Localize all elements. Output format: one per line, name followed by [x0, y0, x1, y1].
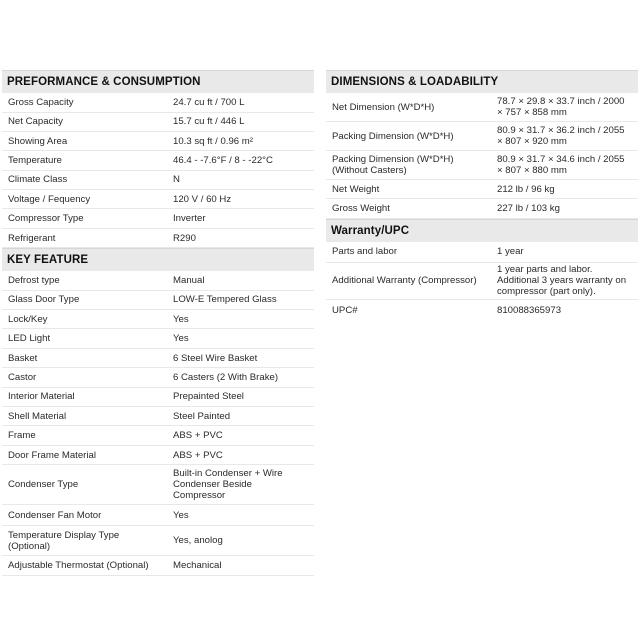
row-label: Frame	[8, 430, 36, 442]
row-label: Condenser Type	[8, 479, 79, 491]
row-label: Refrigerant	[8, 232, 56, 244]
table-row	[2, 349, 314, 369]
table-row	[2, 190, 314, 209]
right-column	[326, 70, 638, 321]
table-row	[2, 291, 314, 310]
table-row	[2, 368, 314, 387]
table-row	[2, 446, 314, 465]
row-value: Yes	[173, 333, 189, 345]
row-value: 120 V / 60 Hz	[173, 193, 232, 205]
table-row	[2, 505, 314, 526]
table-row	[2, 310, 314, 330]
row-label: Compressor Type	[8, 213, 84, 225]
row-label: Voltage / Fequency	[8, 193, 91, 205]
table-row	[2, 556, 314, 576]
table-row	[2, 407, 314, 426]
row-value: ABS + PVC	[173, 449, 223, 461]
row-label: Additional Warranty (Compressor)	[332, 275, 477, 287]
row-value: 810088365973	[497, 304, 562, 316]
row-label: Lock/Key	[8, 313, 48, 325]
row-value: 46.4 - -7.6°F / 8 - -22°C	[173, 154, 273, 166]
row-value: Yes, anolog	[173, 535, 223, 547]
row-label: Shell Material	[8, 410, 67, 422]
row-label: Showing Area	[8, 135, 68, 147]
row-value: 227 lb / 103 kg	[497, 202, 560, 214]
row-value: 6 Casters (2 With Brake)	[173, 371, 279, 383]
row-value: Steel Painted	[173, 410, 231, 422]
table-row	[326, 263, 638, 300]
row-label: Packing Dimension (W*D*H) (Without Casters)	[332, 154, 454, 176]
table-row	[2, 329, 314, 348]
row-label: Defrost type	[8, 274, 60, 286]
table-row	[2, 426, 314, 446]
table-row	[2, 388, 314, 408]
row-value: Yes	[173, 313, 189, 325]
row-label: Glass Door Type	[8, 294, 80, 306]
row-value: 1 year	[497, 246, 524, 258]
row-label: Gross Capacity	[8, 96, 74, 108]
table-row	[326, 93, 638, 122]
table-row	[326, 151, 638, 180]
row-value: Mechanical	[173, 559, 222, 571]
row-label: Interior Material	[8, 391, 75, 403]
key-feature-table	[2, 271, 314, 575]
table-row	[2, 526, 314, 556]
table-row	[2, 113, 314, 132]
row-value: 80.9 × 31.7 × 34.6 inch / 2055 × 807 × 880 mm	[497, 154, 625, 176]
row-value: ABS + PVC	[173, 430, 223, 442]
warranty-table	[326, 242, 638, 321]
row-value: 24.7 cu ft / 700 L	[173, 96, 245, 108]
row-value: 78.7 × 29.8 × 33.7 inch / 2000 × 757 × 858 mm	[497, 96, 625, 118]
table-row	[326, 300, 638, 321]
row-label: Net Capacity	[8, 116, 63, 128]
table-row	[2, 171, 314, 191]
row-label: Temperature Display Type (Optional)	[8, 529, 120, 552]
row-label: Door Frame Material	[8, 449, 96, 461]
row-label: Condenser Fan Motor	[8, 509, 102, 521]
performance-table	[2, 93, 314, 248]
row-value: 80.9 × 31.7 × 36.2 inch / 2055 × 807 × 920 mm	[497, 125, 625, 147]
dimensions-table	[326, 93, 638, 219]
table-row	[2, 151, 314, 170]
row-label: Temperature	[8, 154, 62, 166]
row-value: Yes	[173, 509, 189, 521]
row-value: R290	[173, 232, 196, 244]
row-label: Adjustable Thermostat (Optional)	[8, 559, 149, 571]
table-row	[326, 242, 638, 263]
table-row	[2, 229, 314, 248]
row-value: LOW-E Tempered Glass	[173, 294, 277, 306]
row-label: Net Weight	[332, 183, 380, 195]
table-row	[326, 180, 638, 199]
row-value: 10.3 sq ft / 0.96 m²	[173, 135, 253, 147]
row-label: Gross Weight	[332, 202, 390, 214]
row-label: Basket	[8, 352, 38, 364]
table-row	[2, 209, 314, 229]
performance-section-title: PREFORMANCE & CONSUMPTION	[2, 70, 314, 93]
row-label: LED Light	[8, 333, 51, 345]
table-row	[2, 93, 314, 113]
warranty-section-title: Warranty/UPC	[326, 219, 638, 242]
row-label: Parts and labor	[332, 246, 398, 258]
row-value: N	[173, 174, 180, 186]
row-value: 6 Steel Wire Basket	[173, 352, 258, 364]
table-row	[326, 122, 638, 151]
table-row	[2, 271, 314, 291]
row-label: Castor	[8, 371, 37, 383]
left-column	[2, 70, 314, 576]
row-value: Prepainted Steel	[173, 391, 244, 403]
dimensions-section-title: DIMENSIONS & LOADABILITY	[326, 70, 638, 93]
row-label: UPC#	[332, 304, 358, 316]
table-row	[326, 199, 638, 218]
row-label: Packing Dimension (W*D*H)	[332, 130, 454, 142]
row-value: 1 year parts and labor. Additional 3 years warranty on compressor (part only).	[497, 264, 627, 298]
row-value: Built-in Condenser + Wire Condenser Beside Compressor	[173, 468, 283, 502]
row-value: Inverter	[173, 213, 206, 225]
key-feature-section-title: KEY FEATURE	[2, 248, 314, 271]
row-value: 212 lb / 96 kg	[497, 183, 555, 195]
row-label: Net Dimension (W*D*H)	[332, 101, 435, 113]
row-value: 15.7 cu ft / 446 L	[173, 116, 245, 128]
row-value: Manual	[173, 274, 205, 286]
table-row	[2, 465, 314, 505]
table-row	[2, 132, 314, 152]
row-label: Climate Class	[8, 174, 68, 186]
